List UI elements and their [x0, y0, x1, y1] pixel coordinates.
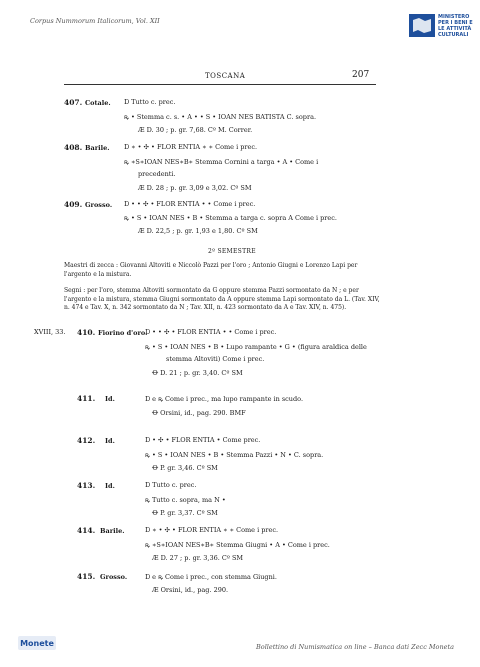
monete-logo — [18, 635, 56, 649]
entry-number: 410. — [77, 328, 96, 337]
entry-line: Æ Orsini, id., pag. 290. — [152, 586, 229, 594]
entry-line: Æ D. 28 ; p. gr. 3,09 e 3,02. Cº SM — [138, 184, 252, 192]
ministry-logo — [409, 14, 435, 37]
entry-denomination: Grosso. — [85, 201, 113, 209]
entry-number: 411. — [77, 394, 96, 403]
series-title: Corpus Nummorum Italicorum, Vol. XII — [30, 17, 160, 25]
entry-denomination: Id. — [105, 437, 115, 445]
plate-reference: XVIII, 33. — [34, 328, 66, 336]
entry-line: ꝶ Tutto c. sopra, ma N • — [145, 496, 226, 504]
entry-denomination: Cotale. — [85, 99, 111, 107]
entry-line: ꝶ • Stemma c. s. • A • • S • IOAN NES BATISTA C. sopra. — [124, 113, 317, 121]
entry-line: Ɒ ∗ • ✣ • FLOR ENTIA ∗ ∗ Come i prec. — [145, 526, 279, 534]
entry-line: Ɒ e ꝶ Come i prec., con stemma Giugni. — [145, 573, 277, 581]
entry-denomination: Barile. — [100, 527, 125, 535]
footer-text: Bollettino di Numismatica on line – Banca dati Zecc Moneta — [256, 643, 454, 651]
entry-line: Ɒ Tutto c. prec. — [145, 481, 197, 489]
entry-line: ꝶ ∗S∗IOAN NES∗B∗ Stemma Cornini a targa • A • Come i — [124, 158, 319, 166]
header-rule — [64, 84, 376, 85]
running-title: TOSCANA — [205, 72, 246, 80]
entry-line: ꝶ • S • IOAN NES • B • Stemma a targa c. sopra A Come i prec. — [124, 214, 337, 222]
entry-line: ꝶ • S • IOAN NES • B • Stemma Pazzi • N • C. sopra. — [145, 451, 324, 459]
signs-paragraph: Segni : per l'oro, stemma Altoviti sormontato da G oppure stemma Pazzi sormontato da N ; e per l'argento e la mistura, stemma Giugni sormontato da A oppure stemma Lapi sormontato da L. (Tav. XIV, n. 474 e Tav. X, n. 342 sormontato da N ; Tav. XII, n. 423 sormontato da A e Tav. XIV, n. 475). — [64, 287, 380, 311]
entry-line: Ꝋ P. gr. 3,37. Cº SM — [152, 509, 218, 517]
entry-number: 414. — [77, 526, 96, 535]
masters-paragraph: Maestri di zecca : Giovanni Altoviti e Niccolò Pazzi per l'oro ; Antonio Giugni e Lorenzo Lapi per l'argento e la mistura. — [64, 262, 358, 278]
entry-denomination: Grosso. — [100, 573, 128, 581]
entry-number: 407. — [64, 98, 83, 107]
entry-denomination: Id. — [105, 482, 115, 490]
page-number: 207 — [352, 70, 370, 80]
entry-line: Ꝋ D. 21 ; p. gr. 3,40. Cº SM — [152, 369, 243, 377]
entry-number: 408. — [64, 143, 83, 152]
entry-line: Ɒ e ꝶ Come i prec., ma lupo rampante in scudo. — [145, 395, 304, 403]
entry-number: 412. — [77, 436, 96, 445]
ministry-name: MINISTERO PER I BENI E LE ATTIVITÀ CULTURALI — [438, 14, 473, 38]
entry-line: Ꝋ P. gr. 3,46. Cº SM — [152, 464, 218, 472]
entry-line: precedenti. — [138, 170, 176, 178]
entry-number: 409. — [64, 200, 83, 209]
entry-denomination: Id. — [105, 395, 115, 403]
entry-number: 415. — [77, 572, 96, 581]
entry-denomination: Barile. — [85, 144, 110, 152]
entry-line: Ɒ ∗ • ✣ • FLOR ENTIA ∗ ∗ Come i prec. — [124, 143, 258, 151]
entry-line: Ɒ • ✣ • FLOR ENTIA • Come prec. — [145, 436, 261, 444]
entry-line: Ɒ • • ✣ • FLOR ENTIA • • Come i prec. — [145, 328, 277, 336]
entry-line: ꝶ • S • IOAN NES • B • Lupo rampante • G • (figura araldica delle — [145, 343, 367, 351]
entry-line: stemma Altoviti) Come i prec. — [166, 355, 265, 363]
semester-heading: 2º SEMESTRE — [208, 248, 256, 255]
monete-logo-text: Monete — [20, 639, 54, 648]
entry-line: ꝶ ∗S∗IOAN NES∗B∗ Stemma Giugni • A • Come i prec. — [145, 541, 330, 549]
entry-line: Ɒ • • ✣ • FLOR ENTIA • • Come i prec. — [124, 200, 256, 208]
entry-line: Æ D. 22,5 ; p. gr. 1,93 e 1,80. Cº SM — [138, 227, 258, 235]
entry-line: Æ D. 30 ; p. gr. 7,68. Cº M. Correr. — [138, 126, 253, 134]
entry-line: Ɒ Tutto c. prec. — [124, 98, 176, 106]
entry-line: Ꝋ Orsini, id., pag. 290. BMF — [152, 409, 246, 417]
entry-denomination: Fiorino d'oro. — [98, 329, 148, 337]
entry-line: Æ D. 27 ; p. gr. 3,36. Cº SM — [152, 554, 244, 562]
entry-number: 413. — [77, 481, 96, 490]
